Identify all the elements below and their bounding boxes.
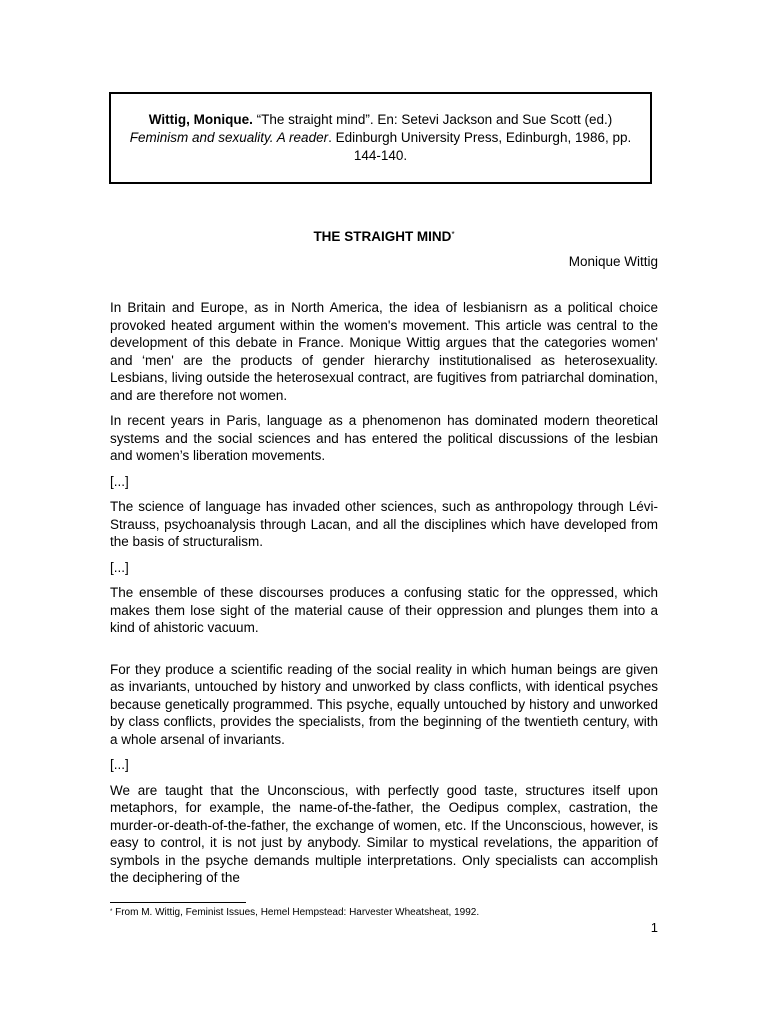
paragraph: In recent years in Paris, language as a phenomenon has dominated modern theoretical systems and the social sciences and has entered the political discussions of the lesbian and women’s liberation movements. [110,413,658,463]
citation-part-1: “The straight mind”. En: Setevi Jackson and Sue Scott (ed.) [252,112,613,127]
ellipsis: [...] [110,559,129,575]
paragraph: The ensemble of these discourses produces a confusing static for the oppressed, which makes them lose sight of the material cause of their oppression and plunges them into a kind of ahistoric vacuum. [110,585,658,635]
title-footnote-mark: * [451,230,455,239]
paragraph: In Britain and Europe, as in North America, the idea of lesbianisrn as a political choice provoked heated argument within the women's movement. This article was central to the development of this debate in France. Monique Wittig argues that the categories women' and ‘men' are the products of gender hierarchy institutionalised as heterosexuality. Lesbians, living outside the heterosexual contract, are fugitives from patriarchal domination, and are therefore not women. [110,300,658,403]
article-author: Monique Wittig [568,254,658,269]
footnote [110,906,658,919]
paragraph: The science of language has invaded other sciences, such as anthropology through Lévi-Strauss, psychoanalysis through Lacan, and all the disciplines which have developed from the basis of structuralism. [110,499,658,549]
ellipsis: [...] [110,473,129,489]
footnote-text: From M. Wittig, Feminist Issues, Hemel Hempstead: Harvester Wheatsheat, 1992. [112,907,480,918]
citation-box [109,92,652,184]
article-title-text: THE STRAIGHT MIND [313,229,452,244]
article-title [0,228,768,246]
paragraph: We are taught that the Unconscious, with perfectly good taste, structures itself upon metaphors, for example, the name-of-the-father, the Oedipus complex, castration, the murder-or-death-of-the-father, the exchange of women, etc. If the Unconscious, however, is easy to control, it is not just by anybody. Similar to mystical revelations, the apparition of symbols in the psyche demands multiple interpretations. Only specialists can accomplish the deciphering of the [110,782,658,885]
page-number: 1 [650,920,658,935]
citation-part-2: . Edinburgh University Press, Edinburgh, 1986, pp. 144-140. [328,130,632,163]
ellipsis: [...] [110,757,129,772]
article-body [110,299,658,895]
footnote-divider [110,902,246,903]
citation-author: Wittig, Monique. [148,112,253,127]
citation-book-title: Feminism and sexuality. A reader [129,130,329,145]
paragraph: For they produce a scientific reading of the social reality in which human beings are given as invariants, untouched by history and unworked by class conflicts, with identical psyches because genetically programmed. This psyche, equally untouched by history and unworked by class conflicts, provides the specialists, from the beginning of the twentieth century, with a whole arsenal of invariants. [110,661,658,747]
footnote-mark: * [110,909,113,915]
citation-text [129,111,632,165]
